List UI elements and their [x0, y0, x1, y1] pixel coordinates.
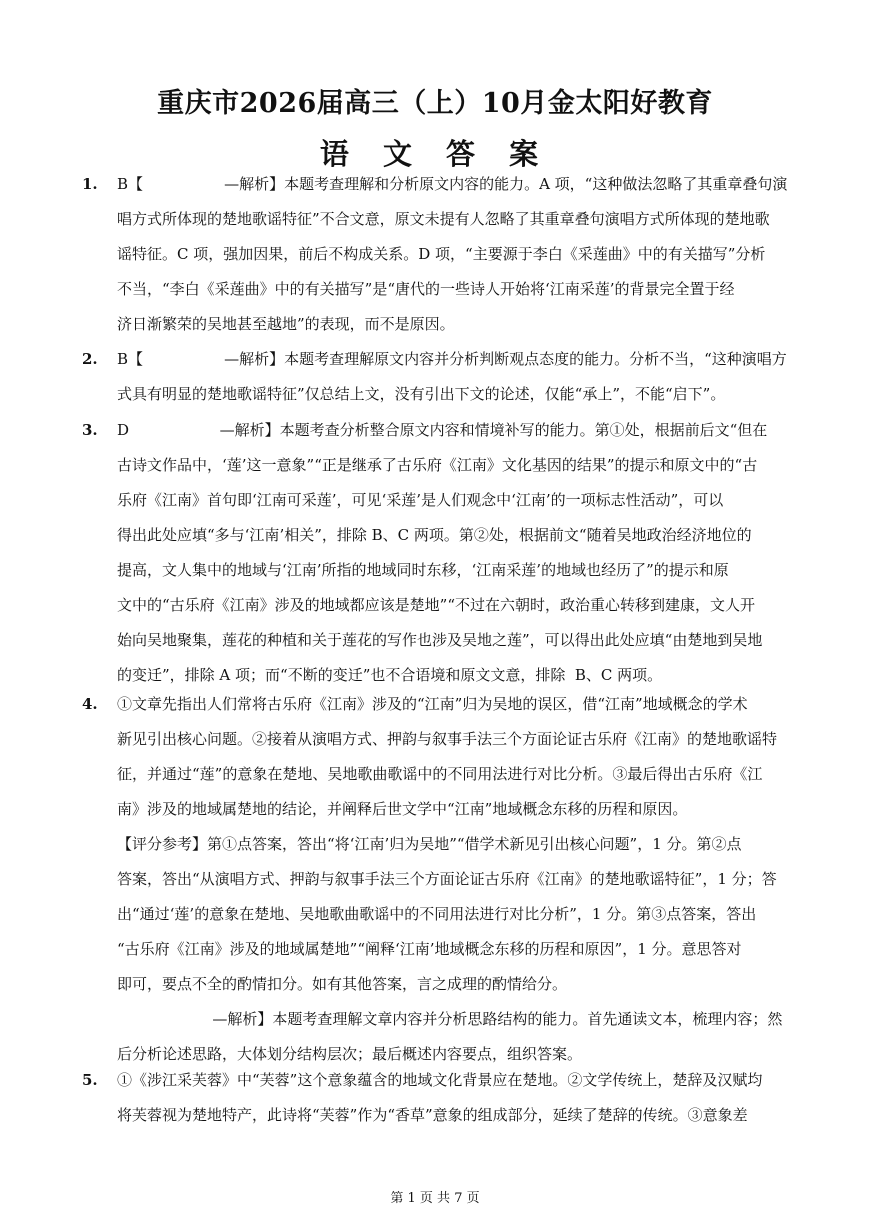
page-footer: 第 1 页 共 7 页 [390, 1191, 480, 1206]
answer-line: 古诗文作品中，‘莲’这一意象”“正是继承了古乐府《江南》文化基因的结果”的提示和原文中的“古 [117, 456, 758, 474]
answer-line: 济日渐繁荣的吴地甚至越地”的表现，而不是原因。 [117, 315, 455, 333]
scoring-line: 即可，要点不全的酌情扣分。如有其他答案，言之成理的酌情给分。 [117, 975, 568, 993]
answer-line: 文中的“古乐府《江南》涉及的地域都应该是楚地”“不过在六朝时，政治重心转移到建康，文人开 [117, 596, 756, 614]
answer-line: ①文章先指出人们常将古乐府《江南》涉及的“江南”归为吴地的误区，借“江南”地域概念的学术 [117, 695, 748, 713]
analysis-line: 后分析论述思路，大体划分结构层次；最后概述内容要点，组织答案。 [117, 1045, 583, 1063]
answer-line: 得出此处应填“多与‘江南’相关”，排除 B、C 两项。第②处，根据前文“随着吴地政治经济地位的 [117, 526, 752, 544]
answer-line: 征，并通过“莲”的意象在楚地、吴地歌曲歌谣中的不同用法进行对比分析。③最后得出古乐府《江 [117, 765, 763, 783]
answer-line: 提高，文人集中的地域与‘江南’所指的地域同时东移，‘江南采莲’的地域也经历了”的提示和原 [117, 561, 729, 579]
answer-line: 唱方式所体现的楚地歌谣特征”不合文意，原文未提有人忽略了其重章叠句演唱方式所体现的楚地歌 [117, 210, 770, 228]
question-number: 4. [82, 695, 98, 713]
answer-line: 将芙蓉视为楚地特产，此诗将“芙蓉”作为“香草”意象的组成部分，延续了楚辞的传统。③意象差 [117, 1106, 748, 1124]
question-number: 3. [82, 421, 98, 439]
answer-line: 的变迁”，排除 A 项；而“不断的变迁”也不合语境和原文文意，排除 B、C 两项。 [117, 666, 663, 684]
question-number: 2. [82, 350, 98, 368]
scoring-line: 出“通过‘莲’的意象在楚地、吴地歌曲歌谣中的不同用法进行对比分析”，1 分。第③点答案，答出 [117, 905, 757, 923]
answer-line: 不当，“李白《采莲曲》中的有关描写”是“唐代的一些诗人开始将‘江南采莲’的背景完全置于经 [117, 280, 735, 298]
answer-line: 乐府《江南》首句即‘江南可采莲’，可见‘采莲’是人们观念中‘江南’的一项标志性活动”，可以 [117, 491, 724, 509]
scoring-line: “古乐府《江南》涉及的地域属楚地”“阐释‘江南’地域概念东移的历程和原因”，1 分。意思答对 [117, 940, 742, 958]
answer-line: ①《涉江采芙蓉》中“芙蓉”这个意象蕴含的地域文化背景应在楚地。②文学传统上，楚辞及汉赋均 [117, 1071, 763, 1089]
answer-line: 式具有明显的楚地歌谣特征”仅总结上文，没有引出下文的论述，仅能“承上”，不能“启下”。 [117, 385, 726, 403]
answer-line: B【 —解析】本题考查理解原文内容并分析判断观点态度的能力。分析不当，“这种演唱方 [117, 350, 787, 368]
page-title: 重庆市2026届高三（上）10月金太阳好教育 [157, 88, 713, 119]
scoring-line: 【评分参考】第①点答案，答出“将‘江南’归为吴地”“借学术新见引出核心问题”，1 分。第②点 [117, 835, 742, 853]
answer-line: 南》涉及的地域属楚地的结论，并阐释后世文学中“江南”地域概念东移的历程和原因。 [117, 800, 688, 818]
question-number: 1. [82, 175, 98, 193]
answer-line: 始向吴地聚集，莲花的种植和关于莲花的写作也涉及吴地之莲”，可以得出此处应填“由楚地到吴地 [117, 631, 763, 649]
answer-line: 新见引出核心问题。②接着从演唱方式、押韵与叙事手法三个方面论证古乐府《江南》的楚地歌谣特 [117, 730, 778, 748]
question-number: 5. [82, 1071, 98, 1089]
scoring-line: 答案，答出“从演唱方式、押韵与叙事手法三个方面论证古乐府《江南》的楚地歌谣特征”，1 分；答 [117, 870, 777, 888]
answer-line: D —解析】本题考查分析整合原文内容和情境补写的能力。第①处，根据前后文“但在 [117, 421, 768, 439]
analysis-line: —解析】本题考查理解文章内容并分析思路结构的能力。首先通读文本，梳理内容；然 [117, 1010, 783, 1028]
answer-line: 谣特征。C 项，强加因果，前后不构成关系。D 项，“主要源于李白《采莲曲》中的有关描写”分析 [117, 245, 766, 263]
answer-line: B【 —解析】本题考查理解和分析原文内容的能力。A 项，“这种做法忽略了其重章叠句演 [117, 175, 788, 193]
page-subtitle: 语 文 答 案 [319, 137, 551, 171]
